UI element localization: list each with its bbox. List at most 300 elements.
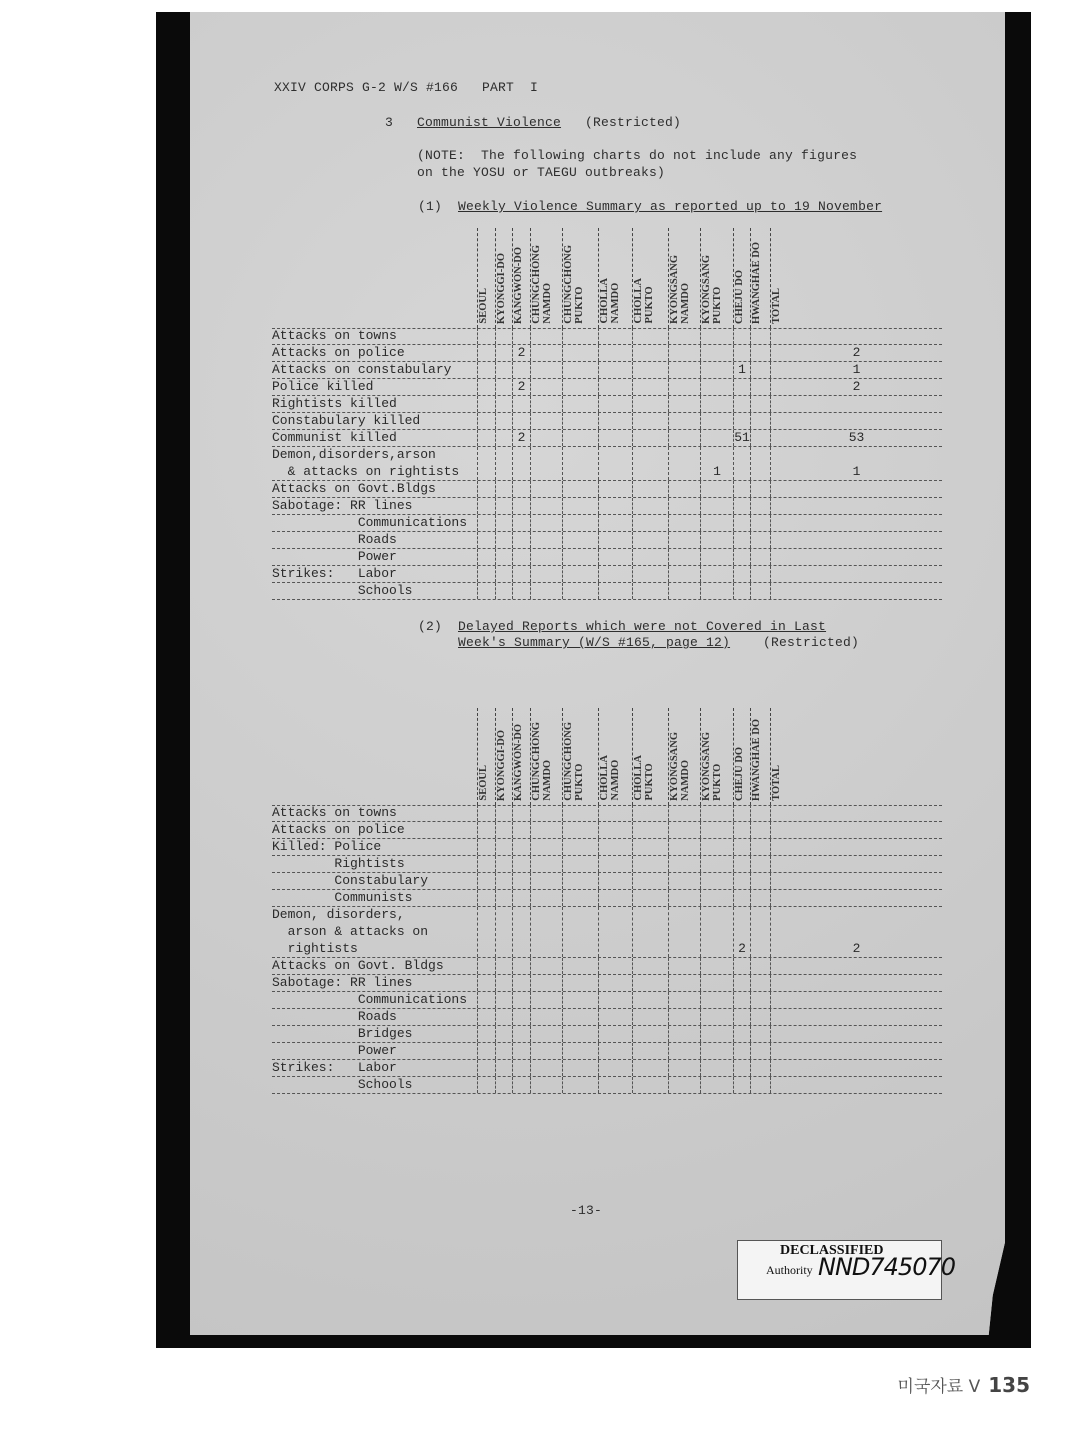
column-header	[668, 708, 700, 805]
table-cell	[477, 379, 495, 395]
table-cell	[512, 549, 530, 565]
table-cell	[632, 890, 668, 906]
table-cell	[733, 396, 750, 412]
table-row	[272, 328, 942, 345]
table-cell	[700, 839, 733, 855]
table-cell	[668, 839, 700, 855]
table-cell	[750, 379, 770, 395]
column-header	[733, 228, 750, 328]
column-header	[495, 228, 512, 328]
table-cell	[562, 856, 598, 872]
table-cell	[477, 328, 495, 344]
table-cell	[530, 958, 562, 974]
table-cell	[477, 498, 495, 514]
row-label: Communications	[272, 515, 468, 530]
table-cell	[512, 958, 530, 974]
table-cell	[632, 447, 668, 480]
table-cell	[632, 583, 668, 599]
table-cell	[700, 1009, 733, 1025]
table-cell	[770, 566, 942, 582]
column-header	[668, 228, 700, 328]
table-cell	[530, 379, 562, 395]
table-cell	[530, 1077, 562, 1093]
row-label: Roads	[272, 1009, 397, 1024]
section-restricted: (Restricted)	[585, 115, 682, 130]
table-cell	[477, 805, 495, 821]
table-cell	[700, 583, 733, 599]
table-cell	[495, 566, 512, 582]
table-cell	[495, 447, 512, 480]
weekly-violence-table	[272, 228, 942, 600]
table-cell	[733, 1009, 750, 1025]
table-cell	[750, 907, 770, 957]
table-cell	[530, 992, 562, 1008]
row-label: Power	[272, 1043, 397, 1058]
table-cell	[632, 515, 668, 531]
table-cell	[733, 975, 750, 991]
table-cell	[530, 1060, 562, 1076]
table-cell	[770, 498, 942, 514]
table-cell	[733, 958, 750, 974]
row-label: Attacks on police	[272, 345, 405, 360]
table-cell	[700, 430, 733, 446]
table-row	[272, 890, 942, 907]
table-cell	[495, 1026, 512, 1042]
table-cell	[598, 1026, 632, 1042]
table-cell	[562, 992, 598, 1008]
table-cell	[562, 549, 598, 565]
column-header	[477, 708, 495, 805]
table-cell	[733, 413, 750, 429]
subsection-2-restricted: (Restricted)	[763, 635, 860, 650]
table-cell	[562, 1043, 598, 1059]
table-row	[272, 515, 942, 532]
table-cell	[495, 992, 512, 1008]
table-cell	[700, 958, 733, 974]
table-cell	[700, 549, 733, 565]
table-cell	[562, 566, 598, 582]
table-cell	[562, 805, 598, 821]
table-cell	[530, 396, 562, 412]
table-cell	[632, 907, 668, 957]
table-cell	[668, 583, 700, 599]
table-cell	[530, 839, 562, 855]
table-cell	[668, 328, 700, 344]
table-cell	[598, 515, 632, 531]
row-label: Constabulary killed	[272, 413, 421, 428]
table-cell	[598, 345, 632, 361]
table-cell: 2	[770, 379, 942, 395]
table-cell	[512, 413, 530, 429]
table-cell	[530, 362, 562, 378]
table-cell	[632, 345, 668, 361]
section-number: 3	[385, 115, 394, 130]
column-header-label: CHOLLA NAMDO	[599, 755, 621, 801]
column-header-label: KYONGSANG NAMDO	[669, 732, 691, 801]
table-cell	[750, 839, 770, 855]
row-label: Sabotage: RR lines	[272, 975, 413, 990]
table-cell	[598, 907, 632, 957]
table-cell	[512, 515, 530, 531]
table-cell	[750, 1026, 770, 1042]
table-row	[272, 856, 942, 873]
row-label: Sabotage: RR lines	[272, 498, 413, 513]
table-cell	[495, 873, 512, 889]
column-header-label: HWANGHAE DO	[751, 242, 762, 324]
table-cell	[668, 362, 700, 378]
table-cell	[733, 873, 750, 889]
table-cell	[770, 1060, 942, 1076]
table-cell: 1	[770, 362, 942, 378]
table-cell	[598, 992, 632, 1008]
column-header	[477, 228, 495, 328]
table-cell	[562, 890, 598, 906]
table-cell	[598, 958, 632, 974]
table-cell	[530, 430, 562, 446]
column-header	[562, 708, 598, 805]
table-cell	[598, 975, 632, 991]
table-cell	[477, 839, 495, 855]
column-headers	[272, 708, 942, 805]
table-cell	[733, 532, 750, 548]
table-cell	[668, 1060, 700, 1076]
table-cell	[495, 379, 512, 395]
column-header	[598, 228, 632, 328]
table-cell	[733, 566, 750, 582]
column-header	[700, 708, 733, 805]
column-header	[530, 228, 562, 328]
book-page-number: 135	[988, 1373, 1030, 1397]
table-cell	[770, 328, 942, 344]
table-cell	[700, 1060, 733, 1076]
column-header	[632, 228, 668, 328]
table-cell	[495, 362, 512, 378]
table-cell	[477, 413, 495, 429]
table-cell	[495, 498, 512, 514]
table-cell	[512, 1043, 530, 1059]
column-header	[632, 708, 668, 805]
table-cell	[477, 992, 495, 1008]
table-cell	[495, 907, 512, 957]
table-cell	[562, 583, 598, 599]
table-cell	[750, 498, 770, 514]
table-row	[272, 975, 942, 992]
table-cell	[530, 890, 562, 906]
table-cell	[530, 1026, 562, 1042]
table-cell	[632, 958, 668, 974]
table-cell	[632, 1026, 668, 1042]
subsection-2-title-line-1: Delayed Reports which were not Covered in Last	[458, 619, 827, 634]
table-cell	[530, 481, 562, 497]
table-cell	[770, 549, 942, 565]
table-cell	[770, 583, 942, 599]
row-label: Roads	[272, 532, 397, 547]
column-headers	[272, 228, 942, 328]
table-cell	[495, 583, 512, 599]
table-cell	[495, 328, 512, 344]
table-cell	[733, 1077, 750, 1093]
table-cell	[477, 549, 495, 565]
table-cell	[632, 379, 668, 395]
column-header-label: TOTAL	[771, 288, 782, 324]
table-cell	[562, 498, 598, 514]
row-label: Bridges	[272, 1026, 413, 1041]
table-row	[272, 362, 942, 379]
table-cell	[733, 515, 750, 531]
table-cell	[512, 822, 530, 838]
table-row	[272, 345, 942, 362]
table-row	[272, 379, 942, 396]
table-cell	[632, 1009, 668, 1025]
row-label: Attacks on police	[272, 822, 405, 837]
table-cell	[632, 532, 668, 548]
table-cell	[477, 583, 495, 599]
table-cell	[495, 839, 512, 855]
table-cell	[668, 975, 700, 991]
table-cell	[512, 839, 530, 855]
table-cell	[495, 975, 512, 991]
table-cell	[495, 481, 512, 497]
table-row	[272, 481, 942, 498]
row-label: Rightists killed	[272, 396, 397, 411]
table-cell	[530, 549, 562, 565]
row-label: Police killed	[272, 379, 374, 394]
table-cell	[632, 362, 668, 378]
table-cell	[733, 1026, 750, 1042]
table-cell	[632, 873, 668, 889]
table-cell	[733, 890, 750, 906]
stamp-authority-value: NND745070	[818, 1253, 956, 1281]
table-cell	[562, 328, 598, 344]
table-row	[272, 822, 942, 839]
table-cell	[632, 975, 668, 991]
table-cell	[770, 873, 942, 889]
table-cell	[598, 805, 632, 821]
page-number: -13-	[570, 1203, 603, 1218]
table-cell	[700, 566, 733, 582]
table-cell	[562, 532, 598, 548]
table-cell	[477, 958, 495, 974]
book-title: 미국자료 V	[897, 1377, 981, 1397]
table-row	[272, 873, 942, 890]
table-cell	[733, 345, 750, 361]
table-cell: 2	[512, 345, 530, 361]
table-row	[272, 447, 942, 481]
table-cell	[733, 379, 750, 395]
row-label: Power	[272, 549, 397, 564]
row-label: Strikes: Labor	[272, 566, 397, 581]
table-cell	[632, 1077, 668, 1093]
table-cell	[530, 447, 562, 480]
table-cell	[700, 345, 733, 361]
subsection-2-title-line-2: Week's Summary (W/S #165, page 12)	[458, 635, 731, 650]
table-row	[272, 566, 942, 583]
column-header-label: CHUNGCHONG PUKTO	[563, 722, 585, 801]
table-cell	[700, 822, 733, 838]
table-cell	[750, 481, 770, 497]
table-cell	[632, 413, 668, 429]
table-cell	[477, 447, 495, 480]
table-cell	[530, 566, 562, 582]
table-cell	[477, 532, 495, 548]
table-cell	[530, 907, 562, 957]
table-cell	[632, 328, 668, 344]
table-cell	[512, 873, 530, 889]
table-cell	[733, 805, 750, 821]
table-cell	[733, 839, 750, 855]
table-cell	[750, 566, 770, 582]
table-cell	[598, 549, 632, 565]
table-cell	[512, 805, 530, 821]
column-header	[598, 708, 632, 805]
column-header-label: KYONGGI-DO	[496, 729, 507, 801]
table-cell	[750, 515, 770, 531]
table-cell	[750, 430, 770, 446]
column-header-label: CHOLLA NAMDO	[599, 278, 621, 324]
table-cell	[668, 396, 700, 412]
table-cell	[700, 856, 733, 872]
table-cell: 2	[770, 907, 942, 957]
table-cell	[733, 328, 750, 344]
table-cell	[700, 362, 733, 378]
table-cell	[750, 1043, 770, 1059]
table-cell	[750, 992, 770, 1008]
table-cell	[632, 839, 668, 855]
table-cell	[530, 975, 562, 991]
table-cell	[477, 430, 495, 446]
table-cell	[562, 1077, 598, 1093]
table-cell	[530, 1043, 562, 1059]
table-cell	[477, 1077, 495, 1093]
table-cell	[598, 430, 632, 446]
table-cell	[562, 1009, 598, 1025]
table-cell	[598, 566, 632, 582]
column-header	[562, 228, 598, 328]
table-row	[272, 430, 942, 447]
table-cell	[598, 532, 632, 548]
table-cell	[562, 1026, 598, 1042]
table-cell	[495, 1077, 512, 1093]
note-line-2: on the YOSU or TAEGU outbreaks)	[417, 165, 666, 180]
table-cell	[495, 413, 512, 429]
row-label: Attacks on towns	[272, 805, 397, 820]
table-row	[272, 1026, 942, 1043]
table-cell	[668, 856, 700, 872]
table-cell	[512, 498, 530, 514]
table-cell	[598, 1043, 632, 1059]
table-cell	[562, 362, 598, 378]
column-header-label: CHUNGCHONG NAMDO	[531, 722, 553, 801]
table-cell	[512, 890, 530, 906]
column-header	[700, 228, 733, 328]
row-label: Attacks on constabulary	[272, 362, 452, 377]
table-row	[272, 1060, 942, 1077]
table-cell	[495, 515, 512, 531]
table-cell	[770, 1077, 942, 1093]
table-row	[272, 992, 942, 1009]
table-cell	[530, 498, 562, 514]
table-cell	[477, 345, 495, 361]
table-cell	[733, 856, 750, 872]
table-cell	[495, 430, 512, 446]
table-cell	[632, 1060, 668, 1076]
table-cell	[733, 549, 750, 565]
table-cell	[477, 396, 495, 412]
table-cell	[512, 481, 530, 497]
table-cell	[750, 345, 770, 361]
table-cell	[750, 890, 770, 906]
table-cell	[770, 822, 942, 838]
table-cell	[770, 1043, 942, 1059]
table-cell	[632, 549, 668, 565]
table-cell	[632, 566, 668, 582]
column-header-label: CHUNGCHONG NAMDO	[531, 245, 553, 324]
table-cell	[700, 890, 733, 906]
table-cell	[530, 856, 562, 872]
table-cell	[477, 1043, 495, 1059]
table-cell	[668, 430, 700, 446]
table-cell	[512, 975, 530, 991]
table-cell	[632, 805, 668, 821]
table-cell	[770, 1009, 942, 1025]
table-cell	[632, 1043, 668, 1059]
row-label: Attacks on towns	[272, 328, 397, 343]
note-line-1: (NOTE: The following charts do not include any figures	[417, 148, 858, 163]
table-cell	[598, 447, 632, 480]
table-cell	[562, 839, 598, 855]
table-cell	[562, 958, 598, 974]
table-cell	[512, 907, 530, 957]
table-cell	[512, 362, 530, 378]
table-cell	[598, 1009, 632, 1025]
table-cell	[733, 822, 750, 838]
table-row	[272, 532, 942, 549]
column-header	[512, 228, 530, 328]
table-cell	[598, 822, 632, 838]
table-cell	[750, 583, 770, 599]
table-cell	[770, 805, 942, 821]
table-cell	[668, 890, 700, 906]
table-cell	[598, 1060, 632, 1076]
table-cell	[512, 396, 530, 412]
column-header-label: HWANGHAE DO	[751, 719, 762, 801]
table-cell	[733, 447, 750, 480]
table-cell	[562, 822, 598, 838]
table-row	[272, 396, 942, 413]
table-cell	[668, 1043, 700, 1059]
table-cell	[598, 396, 632, 412]
table-cell	[770, 396, 942, 412]
table-cell: 1	[770, 447, 942, 480]
table-cell	[770, 992, 942, 1008]
table-cell	[512, 532, 530, 548]
row-label: Schools	[272, 1077, 413, 1092]
table-cell	[750, 413, 770, 429]
table-cell	[668, 345, 700, 361]
table-cell	[530, 532, 562, 548]
column-header	[512, 708, 530, 805]
table-cell	[700, 907, 733, 957]
table-cell	[512, 583, 530, 599]
table-cell	[700, 1043, 733, 1059]
table-cell	[700, 975, 733, 991]
table-cell: 2	[733, 907, 750, 957]
table-cell: 1	[700, 447, 733, 480]
table-cell	[562, 447, 598, 480]
table-cell: 51	[734, 430, 750, 445]
table-cell	[530, 515, 562, 531]
table-cell	[700, 481, 733, 497]
